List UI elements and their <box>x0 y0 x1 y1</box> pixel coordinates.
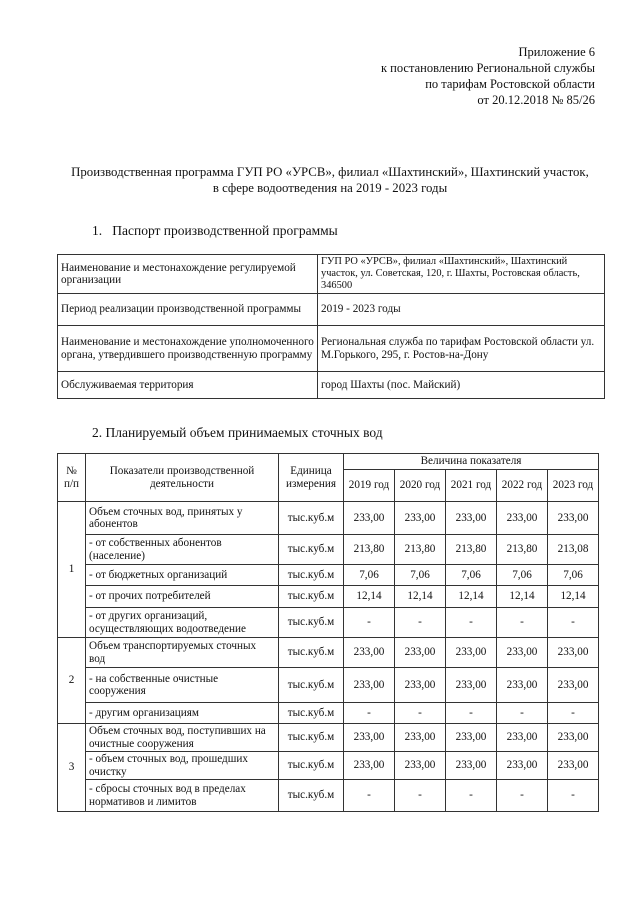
row-unit: тыс.куб.м <box>279 608 344 638</box>
passport-row <box>58 294 605 326</box>
appendix-line: от 20.12.2018 № 85/26 <box>477 93 595 107</box>
row-value: 233,00 <box>497 752 548 780</box>
header-year: 2023 год <box>548 470 599 502</box>
passport-row <box>58 255 605 294</box>
row-value: 233,00 <box>548 752 599 780</box>
table-row <box>58 668 599 703</box>
row-unit: тыс.куб.м <box>279 724 344 752</box>
row-value: 12,14 <box>548 586 599 608</box>
row-value: - <box>446 608 497 638</box>
passport-value: Региональная служба по тарифам Ростовской области ул. М.Горького, 295, г. Ростов-на-Дону <box>318 326 605 372</box>
passport-key: Обслуживаемая территория <box>58 372 318 399</box>
row-value: 233,00 <box>344 668 395 703</box>
row-value: - <box>548 608 599 638</box>
row-value: 233,00 <box>446 638 497 668</box>
row-value: - <box>548 703 599 724</box>
table-row <box>58 565 599 586</box>
row-indicator: Объем транспортируемых сточных вод <box>86 638 279 668</box>
row-value: 213,80 <box>446 535 497 565</box>
row-value: 233,00 <box>395 668 446 703</box>
row-number: 1 <box>58 502 86 638</box>
header-year: 2021 год <box>446 470 497 502</box>
table-row <box>58 535 599 565</box>
row-value: 7,06 <box>497 565 548 586</box>
row-value: 233,00 <box>344 752 395 780</box>
passport-key: Наименование и местонахождение регулируемой организации <box>58 255 318 294</box>
row-value: 233,00 <box>497 502 548 535</box>
row-unit: тыс.куб.м <box>279 535 344 565</box>
header-year: 2022 год <box>497 470 548 502</box>
row-value: 233,00 <box>497 668 548 703</box>
row-unit: тыс.куб.м <box>279 638 344 668</box>
row-value: 7,06 <box>344 565 395 586</box>
row-indicator: - сбросы сточных вод в пределах нормативов и лимитов <box>86 780 279 812</box>
row-value: - <box>344 780 395 812</box>
row-value: 233,00 <box>548 502 599 535</box>
header-num: № п/п <box>58 454 86 502</box>
row-value: 233,00 <box>446 724 497 752</box>
row-value: 213,80 <box>395 535 446 565</box>
row-unit: тыс.куб.м <box>279 752 344 780</box>
title-line: в сфере водоотведения на 2019 - 2023 годы <box>212 181 448 195</box>
row-value: - <box>497 780 548 812</box>
section-2-heading: 2. Планируемый объем принимаемых сточных вод <box>92 425 383 440</box>
row-value: 233,00 <box>344 724 395 752</box>
row-value: 213,80 <box>344 535 395 565</box>
row-value: 233,00 <box>548 668 599 703</box>
row-indicator: - объем сточных вод, прошедших очистку <box>86 752 279 780</box>
header-value-group: Величина показателя <box>344 454 599 470</box>
volume-table-body <box>58 502 599 812</box>
row-unit: тыс.куб.м <box>279 780 344 812</box>
document-title <box>40 164 620 196</box>
title-line: Производственная программа ГУП РО «УРСВ», филиал «Шахтинский», Шахтинский участок, <box>71 165 589 179</box>
row-number: 3 <box>58 724 86 812</box>
wastewater-volume-table <box>57 453 599 812</box>
row-indicator: Объем сточных вод, принятых у абонентов <box>86 502 279 535</box>
row-value: 233,00 <box>395 752 446 780</box>
appendix-reference <box>381 44 595 108</box>
passport-key: Наименование и местонахождение уполномоченного органа, утвердившего производственную программу <box>58 326 318 372</box>
row-value: 233,00 <box>395 724 446 752</box>
row-indicator: Объем сточных вод, поступивших на очистные сооружения <box>86 724 279 752</box>
row-indicator: - от других организаций, осуществляющих водоотведение <box>86 608 279 638</box>
section-number: 1. <box>92 223 103 238</box>
row-number: 2 <box>58 638 86 724</box>
row-indicator: - на собственные очистные сооружения <box>86 668 279 703</box>
table-row <box>58 703 599 724</box>
passport-value: город Шахты (пос. Майский) <box>318 372 605 399</box>
row-unit: тыс.куб.м <box>279 502 344 535</box>
passport-value: ГУП РО «УРСВ», филиал «Шахтинский», Шахтинский участок, ул. Советская, 120, г. Шахты, Ростовская область, 346500 <box>318 255 605 294</box>
row-value: - <box>446 703 497 724</box>
row-value: 233,00 <box>446 668 497 703</box>
row-value: - <box>548 780 599 812</box>
row-indicator: - от прочих потребителей <box>86 586 279 608</box>
row-value: 233,00 <box>446 752 497 780</box>
row-value: - <box>497 608 548 638</box>
row-value: 233,00 <box>344 638 395 668</box>
passport-row <box>58 326 605 372</box>
table-row <box>58 502 599 535</box>
passport-key: Период реализации производственной программы <box>58 294 318 326</box>
row-unit: тыс.куб.м <box>279 668 344 703</box>
section-1-heading <box>92 223 338 239</box>
row-indicator: - от бюджетных организаций <box>86 565 279 586</box>
row-value: - <box>395 703 446 724</box>
table-row <box>58 638 599 668</box>
header-row <box>58 454 599 470</box>
row-value: 12,14 <box>395 586 446 608</box>
row-value: - <box>395 608 446 638</box>
row-value: 233,00 <box>548 638 599 668</box>
row-unit: тыс.куб.м <box>279 703 344 724</box>
row-value: 213,08 <box>548 535 599 565</box>
row-value: 12,14 <box>497 586 548 608</box>
header-year: 2020 год <box>395 470 446 502</box>
row-indicator: - другим организациям <box>86 703 279 724</box>
row-value: 12,14 <box>344 586 395 608</box>
row-value: - <box>395 780 446 812</box>
row-value: - <box>344 608 395 638</box>
table-row <box>58 586 599 608</box>
row-value: 233,00 <box>395 638 446 668</box>
row-value: 7,06 <box>548 565 599 586</box>
row-value: 12,14 <box>446 586 497 608</box>
appendix-line: по тарифам Ростовской области <box>425 77 595 91</box>
header-indicator: Показатели производственной деятельности <box>86 454 279 502</box>
row-value: - <box>497 703 548 724</box>
table-row <box>58 780 599 812</box>
table-row <box>58 724 599 752</box>
row-value: 7,06 <box>446 565 497 586</box>
row-unit: тыс.куб.м <box>279 565 344 586</box>
row-value: 233,00 <box>446 502 497 535</box>
row-value: 233,00 <box>344 502 395 535</box>
row-indicator: - от собственных абонентов (население) <box>86 535 279 565</box>
row-value: - <box>344 703 395 724</box>
header-year: 2019 год <box>344 470 395 502</box>
header-unit: Единица измерения <box>279 454 344 502</box>
passport-value: 2019 - 2023 годы <box>318 294 605 326</box>
passport-table <box>57 254 605 399</box>
appendix-line: Приложение 6 <box>518 45 595 59</box>
passport-row <box>58 372 605 399</box>
row-unit: тыс.куб.м <box>279 586 344 608</box>
row-value: - <box>446 780 497 812</box>
row-value: 233,00 <box>395 502 446 535</box>
row-value: 213,80 <box>497 535 548 565</box>
row-value: 233,00 <box>497 638 548 668</box>
table-row <box>58 608 599 638</box>
row-value: 233,00 <box>497 724 548 752</box>
appendix-line: к постановлению Региональной службы <box>380 61 595 75</box>
row-value: 7,06 <box>395 565 446 586</box>
row-value: 233,00 <box>548 724 599 752</box>
section-title: Паспорт производственной программы <box>112 223 338 238</box>
table-row <box>58 752 599 780</box>
